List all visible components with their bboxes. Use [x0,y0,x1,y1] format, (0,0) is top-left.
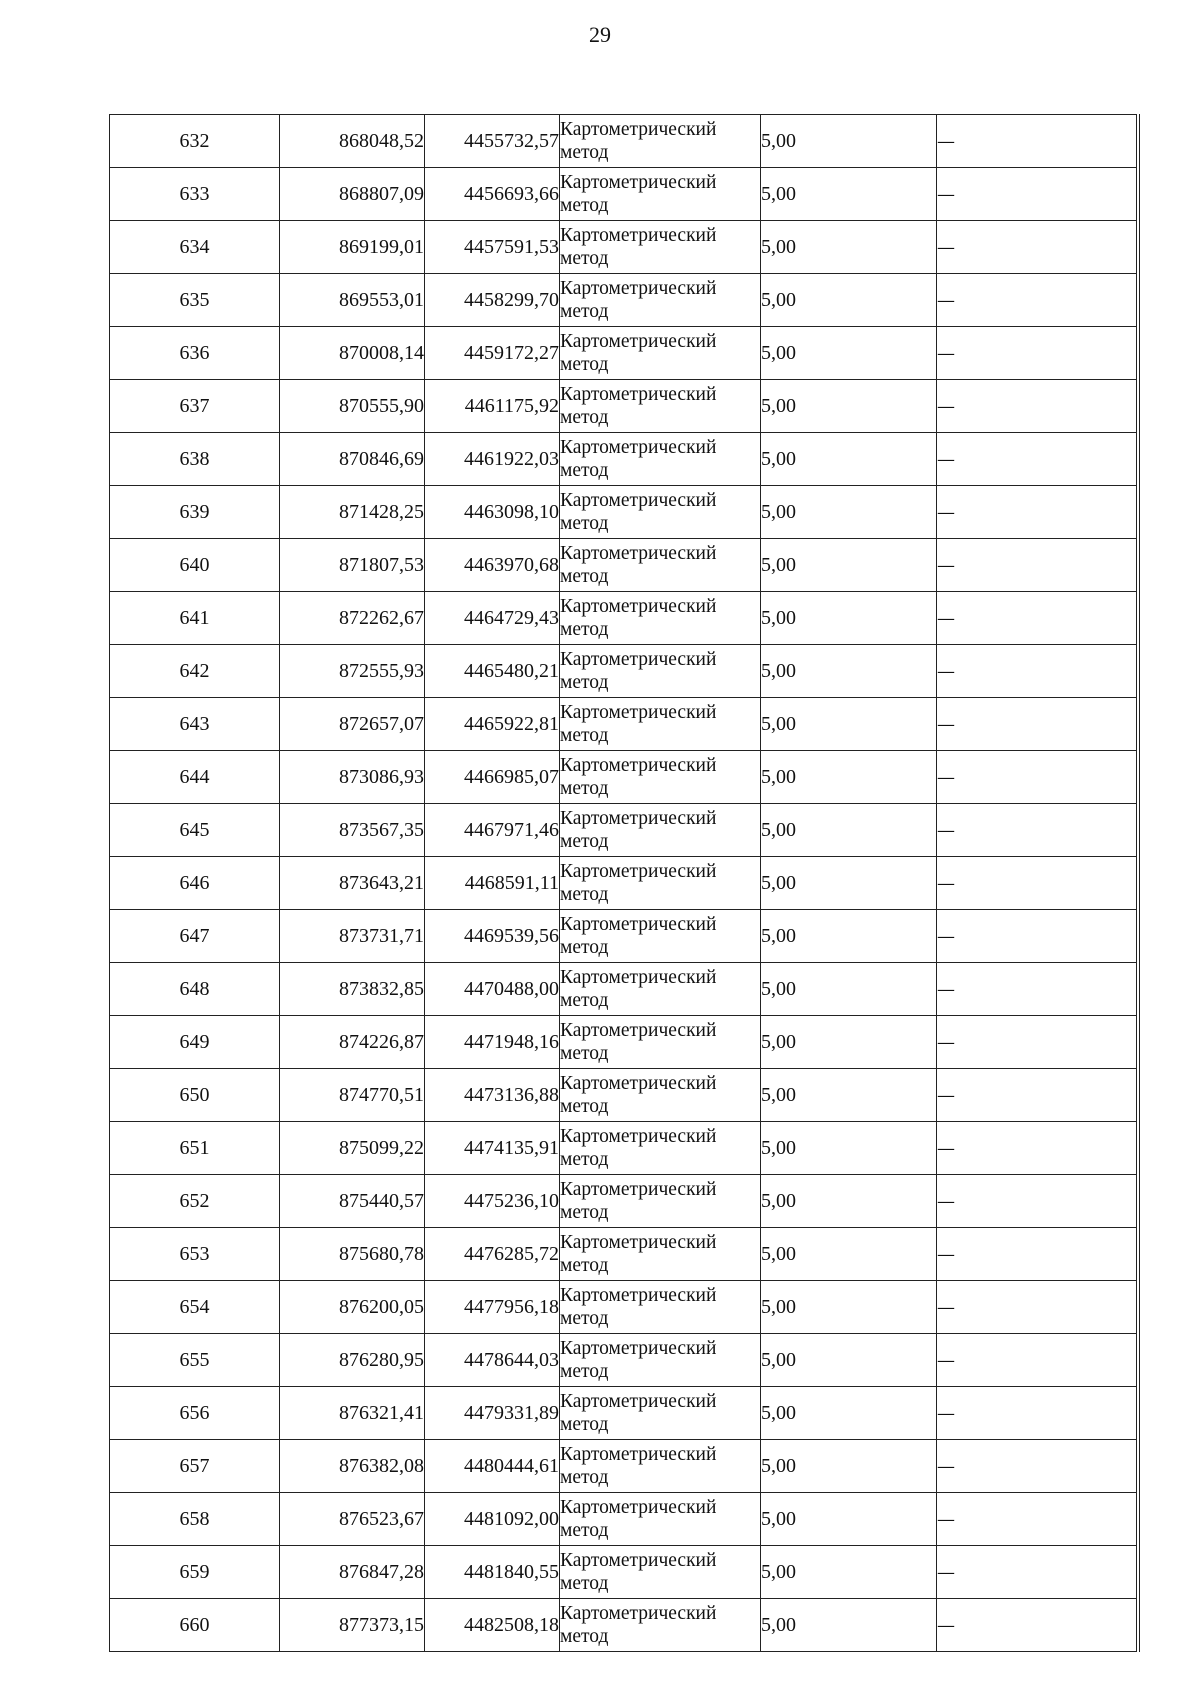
method-line-2: метод [560,566,609,587]
method-line-1: Картометрический [560,331,717,352]
description-cell [937,1546,1138,1599]
accuracy-cell: 5,00 [761,1281,937,1334]
method-line-1: Картометрический [560,1550,717,1571]
x-coordinate-cell: 872262,67 [280,592,425,645]
point-number-cell: 635 [110,274,280,327]
method-line-2: метод [560,1202,609,1223]
method-cell [560,1387,761,1440]
accuracy-cell: 5,00 [761,539,937,592]
method-cell [560,539,761,592]
method-line-1: Картометрический [560,278,717,299]
point-number-cell: 638 [110,433,280,486]
description-value: — [937,1614,955,1636]
accuracy-cell: 5,00 [761,910,937,963]
method-cell [560,1228,761,1281]
method-cell [560,751,761,804]
description-cell [937,857,1138,910]
method-line-1: Картометрический [560,1179,717,1200]
method-line-1: Картометрический [560,1285,717,1306]
x-coordinate-cell: 870555,90 [280,380,425,433]
method-line-2: метод [560,1467,609,1488]
description-cell [937,1440,1138,1493]
point-number-cell: 646 [110,857,280,910]
y-coordinate-cell: 4471948,16 [425,1016,560,1069]
y-coordinate-cell: 4475236,10 [425,1175,560,1228]
accuracy-cell: 5,00 [761,698,937,751]
point-number-cell: 637 [110,380,280,433]
method-line-1: Картометрический [560,437,717,458]
point-number-cell: 642 [110,645,280,698]
method-line-1: Картометрический [560,1338,717,1359]
description-value: — [937,1508,955,1530]
x-coordinate-cell: 876280,95 [280,1334,425,1387]
accuracy-cell: 5,00 [761,1069,937,1122]
description-cell [937,1069,1138,1122]
accuracy-cell: 5,00 [761,221,937,274]
table-row [110,1440,1138,1493]
y-coordinate-cell: 4468591,11 [425,857,560,910]
method-line-2: метод [560,884,609,905]
method-line-2: метод [560,1361,609,1382]
x-coordinate-cell: 876382,08 [280,1440,425,1493]
description-value: — [937,501,955,523]
point-number-cell: 633 [110,168,280,221]
y-coordinate-cell: 4461922,03 [425,433,560,486]
description-value: — [937,1561,955,1583]
y-coordinate-cell: 4463098,10 [425,486,560,539]
x-coordinate-cell: 874226,87 [280,1016,425,1069]
method-line-1: Картометрический [560,596,717,617]
description-value: — [937,713,955,735]
method-cell [560,698,761,751]
description-cell [937,380,1138,433]
y-coordinate-cell: 4477956,18 [425,1281,560,1334]
point-number-cell: 645 [110,804,280,857]
method-line-1: Картометрический [560,1497,717,1518]
accuracy-cell: 5,00 [761,751,937,804]
x-coordinate-cell: 876200,05 [280,1281,425,1334]
table-row [110,433,1138,486]
description-value: — [937,554,955,576]
y-coordinate-cell: 4470488,00 [425,963,560,1016]
y-coordinate-cell: 4463970,68 [425,539,560,592]
description-cell [937,433,1138,486]
coordinates-table [109,114,1140,1652]
method-cell [560,1175,761,1228]
x-coordinate-cell: 876523,67 [280,1493,425,1546]
method-cell [560,1069,761,1122]
accuracy-cell: 5,00 [761,274,937,327]
point-number-cell: 644 [110,751,280,804]
x-coordinate-cell: 868048,52 [280,115,425,168]
accuracy-cell: 5,00 [761,592,937,645]
y-coordinate-cell: 4467971,46 [425,804,560,857]
x-coordinate-cell: 873731,71 [280,910,425,963]
accuracy-cell: 5,00 [761,1175,937,1228]
method-line-1: Картометрический [560,1444,717,1465]
accuracy-cell: 5,00 [761,433,937,486]
method-line-1: Картометрический [560,490,717,511]
method-cell [560,380,761,433]
table-row [110,1334,1138,1387]
table-row [110,327,1138,380]
method-cell [560,1546,761,1599]
y-coordinate-cell: 4473136,88 [425,1069,560,1122]
table-row [110,1016,1138,1069]
method-line-1: Картометрический [560,702,717,723]
x-coordinate-cell: 874770,51 [280,1069,425,1122]
method-line-1: Картометрический [560,967,717,988]
table-row [110,910,1138,963]
description-cell [937,804,1138,857]
x-coordinate-cell: 876847,28 [280,1546,425,1599]
method-cell [560,1281,761,1334]
table-row [110,1069,1138,1122]
point-number-cell: 653 [110,1228,280,1281]
x-coordinate-cell: 873086,93 [280,751,425,804]
method-line-2: метод [560,619,609,640]
description-value: — [937,289,955,311]
table-row [110,168,1138,221]
description-value: — [937,978,955,1000]
accuracy-cell: 5,00 [761,1122,937,1175]
point-number-cell: 650 [110,1069,280,1122]
table-row [110,274,1138,327]
x-coordinate-cell: 870008,14 [280,327,425,380]
table-row [110,1387,1138,1440]
method-line-2: метод [560,407,609,428]
table-row [110,592,1138,645]
description-cell [937,910,1138,963]
description-value: — [937,1402,955,1424]
method-line-1: Картометрический [560,1232,717,1253]
method-cell [560,910,761,963]
method-cell [560,1122,761,1175]
description-cell [937,751,1138,804]
table-row [110,1493,1138,1546]
y-coordinate-cell: 4469539,56 [425,910,560,963]
table-row [110,698,1138,751]
y-coordinate-cell: 4456693,66 [425,168,560,221]
description-value: — [937,395,955,417]
description-value: — [937,1137,955,1159]
method-cell [560,168,761,221]
table-row [110,1546,1138,1599]
point-number-cell: 649 [110,1016,280,1069]
method-cell [560,857,761,910]
method-cell [560,1334,761,1387]
description-cell [937,115,1138,168]
description-value: — [937,1455,955,1477]
method-line-2: метод [560,195,609,216]
accuracy-cell: 5,00 [761,1440,937,1493]
method-cell [560,963,761,1016]
description-cell [937,592,1138,645]
table-row [110,1599,1138,1652]
table-row [110,804,1138,857]
x-coordinate-cell: 869199,01 [280,221,425,274]
table-row [110,1175,1138,1228]
method-cell [560,1016,761,1069]
method-cell [560,115,761,168]
method-cell [560,327,761,380]
x-coordinate-cell: 873643,21 [280,857,425,910]
point-number-cell: 654 [110,1281,280,1334]
description-value: — [937,183,955,205]
point-number-cell: 639 [110,486,280,539]
x-coordinate-cell: 873567,35 [280,804,425,857]
y-coordinate-cell: 4458299,70 [425,274,560,327]
description-cell [937,1175,1138,1228]
method-line-1: Картометрический [560,1073,717,1094]
x-coordinate-cell: 873832,85 [280,963,425,1016]
description-value: — [937,448,955,470]
method-cell [560,1599,761,1652]
method-line-2: метод [560,248,609,269]
table-row [110,539,1138,592]
y-coordinate-cell: 4482508,18 [425,1599,560,1652]
y-coordinate-cell: 4478644,03 [425,1334,560,1387]
description-cell [937,168,1138,221]
description-cell [937,1122,1138,1175]
x-coordinate-cell: 871807,53 [280,539,425,592]
description-value: — [937,766,955,788]
table-row [110,857,1138,910]
method-line-1: Картометрический [560,755,717,776]
method-cell [560,1440,761,1493]
table-row [110,645,1138,698]
description-cell [937,698,1138,751]
description-value: — [937,607,955,629]
y-coordinate-cell: 4464729,43 [425,592,560,645]
method-line-2: метод [560,1149,609,1170]
description-cell [937,1281,1138,1334]
accuracy-cell: 5,00 [761,857,937,910]
method-line-2: метод [560,460,609,481]
point-number-cell: 648 [110,963,280,1016]
accuracy-cell: 5,00 [761,1016,937,1069]
y-coordinate-cell: 4455732,57 [425,115,560,168]
description-cell [937,274,1138,327]
accuracy-cell: 5,00 [761,804,937,857]
description-cell [937,1493,1138,1546]
y-coordinate-cell: 4465480,21 [425,645,560,698]
description-value: — [937,1190,955,1212]
accuracy-cell: 5,00 [761,645,937,698]
y-coordinate-cell: 4479331,89 [425,1387,560,1440]
point-number-cell: 658 [110,1493,280,1546]
point-number-cell: 641 [110,592,280,645]
y-coordinate-cell: 4480444,61 [425,1440,560,1493]
table-row [110,380,1138,433]
accuracy-cell: 5,00 [761,1387,937,1440]
y-coordinate-cell: 4474135,91 [425,1122,560,1175]
accuracy-cell: 5,00 [761,168,937,221]
description-value: — [937,1296,955,1318]
method-line-1: Картометрический [560,543,717,564]
point-number-cell: 636 [110,327,280,380]
method-line-2: метод [560,937,609,958]
description-value: — [937,1349,955,1371]
method-cell [560,592,761,645]
table-row [110,486,1138,539]
y-coordinate-cell: 4481840,55 [425,1546,560,1599]
y-coordinate-cell: 4457591,53 [425,221,560,274]
method-line-1: Картометрический [560,1020,717,1041]
coordinates-table-container [109,114,1140,1652]
point-number-cell: 647 [110,910,280,963]
point-number-cell: 643 [110,698,280,751]
method-line-2: метод [560,1255,609,1276]
method-line-2: метод [560,672,609,693]
method-line-2: метод [560,301,609,322]
description-cell [937,1016,1138,1069]
method-line-1: Картометрический [560,649,717,670]
method-line-2: метод [560,1096,609,1117]
accuracy-cell: 5,00 [761,486,937,539]
point-number-cell: 660 [110,1599,280,1652]
y-coordinate-cell: 4461175,92 [425,380,560,433]
point-number-cell: 652 [110,1175,280,1228]
method-line-1: Картометрический [560,914,717,935]
accuracy-cell: 5,00 [761,380,937,433]
method-line-2: метод [560,1308,609,1329]
description-cell [937,1228,1138,1281]
description-cell [937,486,1138,539]
method-line-2: метод [560,1626,609,1647]
method-line-1: Картометрический [560,119,717,140]
method-cell [560,486,761,539]
description-value: — [937,925,955,947]
method-line-1: Картометрический [560,172,717,193]
y-coordinate-cell: 4465922,81 [425,698,560,751]
method-line-2: метод [560,513,609,534]
description-value: — [937,342,955,364]
point-number-cell: 632 [110,115,280,168]
description-cell [937,327,1138,380]
x-coordinate-cell: 871428,25 [280,486,425,539]
point-number-cell: 657 [110,1440,280,1493]
method-line-2: метод [560,990,609,1011]
x-coordinate-cell: 875099,22 [280,1122,425,1175]
description-cell [937,539,1138,592]
description-cell [937,1387,1138,1440]
description-value: — [937,872,955,894]
table-row [110,1122,1138,1175]
method-line-2: метод [560,831,609,852]
y-coordinate-cell: 4466985,07 [425,751,560,804]
method-cell [560,433,761,486]
x-coordinate-cell: 870846,69 [280,433,425,486]
method-line-2: метод [560,354,609,375]
x-coordinate-cell: 872555,93 [280,645,425,698]
description-cell [937,1334,1138,1387]
method-cell [560,221,761,274]
table-row [110,1228,1138,1281]
table-row [110,1281,1138,1334]
x-coordinate-cell: 877373,15 [280,1599,425,1652]
method-cell [560,274,761,327]
method-line-2: метод [560,778,609,799]
method-cell [560,645,761,698]
description-value: — [937,1243,955,1265]
description-cell [937,645,1138,698]
description-value: — [937,130,955,152]
method-line-2: метод [560,142,609,163]
accuracy-cell: 5,00 [761,115,937,168]
accuracy-cell: 5,00 [761,1228,937,1281]
description-value: — [937,1031,955,1053]
method-cell [560,804,761,857]
method-line-2: метод [560,1043,609,1064]
method-line-1: Картометрический [560,1603,717,1624]
y-coordinate-cell: 4481092,00 [425,1493,560,1546]
accuracy-cell: 5,00 [761,1546,937,1599]
method-line-1: Картометрический [560,384,717,405]
method-line-1: Картометрический [560,861,717,882]
x-coordinate-cell: 872657,07 [280,698,425,751]
accuracy-cell: 5,00 [761,963,937,1016]
description-value: — [937,819,955,841]
method-cell [560,1493,761,1546]
table-row [110,751,1138,804]
point-number-cell: 651 [110,1122,280,1175]
x-coordinate-cell: 868807,09 [280,168,425,221]
page-number: 29 [589,22,611,47]
point-number-cell: 655 [110,1334,280,1387]
point-number-cell: 659 [110,1546,280,1599]
table-row [110,221,1138,274]
method-line-1: Картометрический [560,808,717,829]
description-cell [937,221,1138,274]
description-cell [937,963,1138,1016]
accuracy-cell: 5,00 [761,1599,937,1652]
y-coordinate-cell: 4459172,27 [425,327,560,380]
table-row [110,963,1138,1016]
method-line-1: Картометрический [560,1391,717,1412]
accuracy-cell: 5,00 [761,1334,937,1387]
description-value: — [937,236,955,258]
accuracy-cell: 5,00 [761,1493,937,1546]
description-value: — [937,1084,955,1106]
method-line-2: метод [560,1573,609,1594]
method-line-1: Картометрический [560,225,717,246]
point-number-cell: 640 [110,539,280,592]
method-line-1: Картометрический [560,1126,717,1147]
method-line-2: метод [560,1520,609,1541]
method-line-2: метод [560,1414,609,1435]
x-coordinate-cell: 869553,01 [280,274,425,327]
y-coordinate-cell: 4476285,72 [425,1228,560,1281]
point-number-cell: 656 [110,1387,280,1440]
description-value: — [937,660,955,682]
point-number-cell: 634 [110,221,280,274]
x-coordinate-cell: 875440,57 [280,1175,425,1228]
x-coordinate-cell: 875680,78 [280,1228,425,1281]
accuracy-cell: 5,00 [761,327,937,380]
table-row [110,115,1138,168]
x-coordinate-cell: 876321,41 [280,1387,425,1440]
description-cell [937,1599,1138,1652]
method-line-2: метод [560,725,609,746]
coordinates-table-body [110,115,1138,1652]
